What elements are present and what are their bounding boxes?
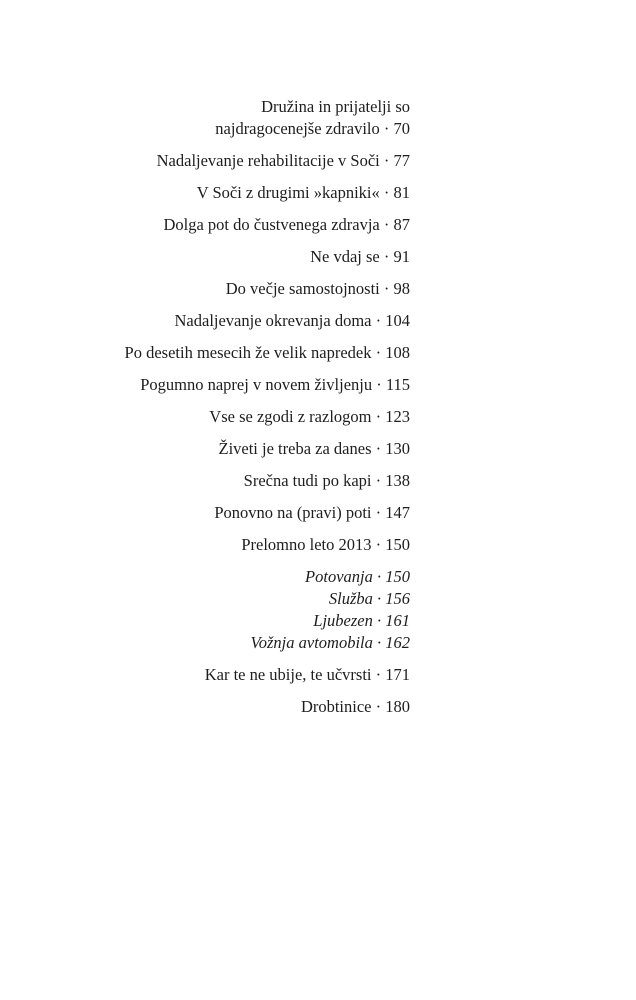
toc-page-number: 98 <box>393 279 410 298</box>
toc-separator: · <box>371 535 386 554</box>
toc-page-number: 138 <box>385 471 410 490</box>
toc-entry[interactable] <box>125 342 410 364</box>
toc-separator: · <box>379 151 394 170</box>
toc-separator: · <box>371 503 386 522</box>
toc-subentry[interactable] <box>125 632 410 654</box>
toc-separator: · <box>379 215 394 234</box>
toc-entry[interactable] <box>125 374 410 396</box>
toc-subentry[interactable] <box>125 588 410 610</box>
toc-entry[interactable] <box>125 438 410 460</box>
toc-separator: · <box>371 311 386 330</box>
toc-entry[interactable] <box>125 246 410 268</box>
toc-separator: · <box>372 375 386 394</box>
toc-page-number: 108 <box>385 343 410 362</box>
toc-subentry-title: Ljubezen <box>313 611 373 630</box>
toc-separator: · <box>372 567 386 586</box>
toc-page-number: 147 <box>385 503 410 522</box>
toc-page-number: 161 <box>385 611 410 630</box>
toc-separator: · <box>371 697 386 716</box>
toc-entry[interactable] <box>125 696 410 718</box>
toc-entry-title: Drobtinice <box>300 697 372 716</box>
toc-entry[interactable] <box>125 278 410 300</box>
toc-entry[interactable] <box>125 664 410 686</box>
toc-page-number: 104 <box>385 311 410 330</box>
toc-entry-title: Srečna tudi po kapi <box>243 471 372 490</box>
toc-page-number: 87 <box>393 215 410 234</box>
toc-page-number: 162 <box>385 633 410 652</box>
toc-entry[interactable] <box>125 502 410 524</box>
toc-entry[interactable] <box>125 150 410 172</box>
toc-entry-title: Družina in prijatelji so <box>261 97 410 116</box>
toc-separator: · <box>371 407 386 426</box>
toc-page-number: 70 <box>393 119 410 138</box>
toc-page-number: 123 <box>385 407 410 426</box>
toc-separator: · <box>372 611 386 630</box>
toc-entry[interactable] <box>125 182 410 204</box>
toc-entry-title: Vse se zgodi z razlogom <box>209 407 372 426</box>
toc-page-number: 77 <box>393 151 410 170</box>
toc-separator: · <box>371 439 386 458</box>
toc-separator: · <box>372 589 386 608</box>
toc-entry-title: najdragocenejše zdravilo <box>215 119 380 138</box>
toc-page-number: 156 <box>385 589 410 608</box>
toc-entry-title: Prelomno leto 2013 <box>241 535 372 554</box>
toc-page-number: 130 <box>385 439 410 458</box>
toc-entry-title: Ponovno na (pravi) poti <box>214 503 372 522</box>
toc-separator: · <box>372 633 386 652</box>
toc-entry-title: Ne vdaj se <box>310 247 380 266</box>
toc-entry[interactable] <box>125 534 410 556</box>
toc-page-number: 180 <box>385 697 410 716</box>
toc-page-number: 171 <box>385 665 410 684</box>
toc-separator: · <box>379 183 394 202</box>
toc-page-number: 150 <box>385 567 410 586</box>
toc-separator: · <box>371 343 386 362</box>
toc-entry-title: Po desetih mesecih že velik napredek <box>124 343 372 362</box>
toc-entry-title: Kar te ne ubije, te učvrsti <box>204 665 372 684</box>
toc-entry[interactable] <box>125 214 410 236</box>
toc-page-number: 150 <box>385 535 410 554</box>
toc-entry-title: V Soči z drugimi »kapniki« <box>196 183 380 202</box>
toc-separator: · <box>379 279 394 298</box>
toc-entry-title: Nadaljevanje rehabilitacije v Soči <box>156 151 380 170</box>
toc-subentry[interactable] <box>125 566 410 588</box>
toc-subentry-title: Potovanja <box>305 567 373 586</box>
toc-entry-title: Pogumno naprej v novem življenju <box>140 375 373 394</box>
toc-entry[interactable] <box>125 406 410 428</box>
toc-entry[interactable] <box>125 96 410 140</box>
toc-separator: · <box>379 119 394 138</box>
toc-entry[interactable] <box>125 470 410 492</box>
toc-separator: · <box>371 471 386 490</box>
table-of-contents <box>125 96 410 728</box>
toc-page-number: 115 <box>385 375 410 394</box>
toc-page-number: 91 <box>393 247 410 266</box>
toc-separator: · <box>379 247 394 266</box>
toc-entry-title: Do večje samostojnosti <box>225 279 380 298</box>
toc-subentry-title: Vožnja avtomobila <box>250 633 373 652</box>
toc-subentry[interactable] <box>125 610 410 632</box>
toc-subentry-title: Služba <box>328 589 373 608</box>
toc-subsection-group <box>125 566 410 654</box>
toc-separator: · <box>371 665 386 684</box>
toc-entry-title: Nadaljevanje okrevanja doma <box>174 311 372 330</box>
toc-page-number: 81 <box>393 183 410 202</box>
toc-entry[interactable] <box>125 310 410 332</box>
toc-entry-title: Dolga pot do čustvenega zdravja <box>163 215 380 234</box>
toc-entry-title: Živeti je treba za danes <box>218 439 372 458</box>
